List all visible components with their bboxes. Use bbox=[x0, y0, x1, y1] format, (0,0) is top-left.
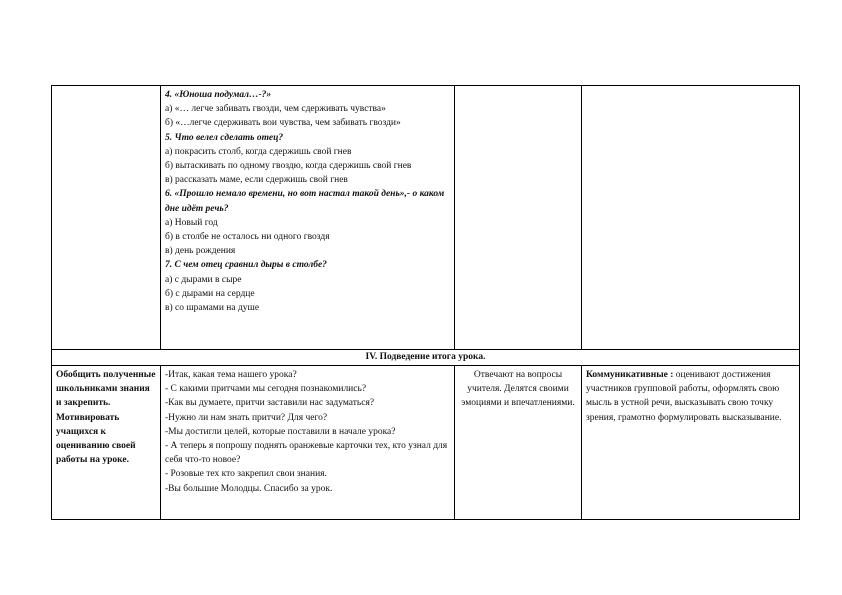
summary-row bbox=[52, 366, 800, 520]
empty-cell-goals bbox=[52, 86, 161, 350]
quiz-answer: б) «…легче сдерживать вои чувства, чем забивать гвозди» bbox=[165, 118, 401, 129]
teacher-line: -Как вы думаете, притчи заставили нас задуматься? bbox=[165, 398, 375, 409]
empty-cell-students bbox=[455, 86, 582, 350]
quiz-answer: в) со шрамами на душе bbox=[165, 303, 260, 314]
quiz-answer: б) в столбе не осталось ни одного гвоздя bbox=[165, 232, 330, 243]
teacher-cell bbox=[161, 366, 455, 520]
uud-cell bbox=[582, 366, 800, 520]
quiz-answer: а) Новый год bbox=[165, 217, 218, 228]
quiz-question-5: 5. Что велел сделать отец? bbox=[165, 132, 284, 143]
teacher-line: -Итак, какая тема нашего урока? bbox=[165, 370, 297, 380]
teacher-line: - А теперь я попрошу поднять оранжевые карточки тех, кто узнал для себя что-то новое? bbox=[165, 441, 448, 466]
quiz-answer: в) рассказать маме, если сдержишь свой гнев bbox=[165, 175, 348, 186]
quiz-question-4: 4. «Юноша подумал…-?» bbox=[165, 90, 272, 100]
quiz-row bbox=[52, 86, 800, 350]
teacher-line: -Мы достигли целей, которые поставили в начале урока? bbox=[165, 426, 396, 437]
quiz-answer: а) с дырами в сыре bbox=[165, 274, 242, 285]
teacher-line: - С какими притчами мы сегодня познакомились? bbox=[165, 384, 367, 395]
stage-title: IV. Подведение итога урока. bbox=[52, 350, 800, 366]
empty-cell-uud bbox=[582, 86, 800, 350]
quiz-question-7: 7. С чем отец сравнил дыры в столбе? bbox=[165, 260, 327, 271]
quiz-cell bbox=[161, 86, 455, 350]
goals-cell: Обобщить полученные школьниками знания и закрепить. Мотивировать учащихся к оцениванию своей работы на уроке. bbox=[52, 366, 161, 520]
quiz-answer: б) вытаскивать по одному гвоздю, когда сдержишь свой гнев bbox=[165, 161, 412, 172]
teacher-line: -Нужно ли нам знать притчи? Для чего? bbox=[165, 412, 328, 423]
uud-text: оценивают достижения участников групповой работы, оформлять свою мысль в устной речи, высказывать свою точку зрения, грамотно формулировать высказывание. bbox=[586, 370, 782, 423]
quiz-question-6: 6. «Прошло немало времени, но вот настал такой день»,- о каком дне идёт речь? bbox=[165, 189, 445, 214]
student-cell: Отвечают на вопросы учителя. Делятся своими эмоциями и впечатлениями. bbox=[455, 366, 582, 520]
quiz-answer: а) «… легче забивать гвозди, чем сдерживать чувства» bbox=[165, 104, 386, 115]
teacher-line: - Розовые тех кто закрепил свои знания. bbox=[165, 469, 327, 480]
teacher-line: -Вы большие Молодцы. Спасибо за урок. bbox=[165, 483, 333, 494]
quiz-answer: в) день рождения bbox=[165, 246, 236, 257]
quiz-answer: а) покрасить столб, когда сдержишь свой гнев bbox=[165, 146, 352, 157]
stage-row bbox=[52, 350, 800, 366]
lesson-table bbox=[51, 85, 800, 520]
uud-label: Коммуникативные : bbox=[586, 370, 674, 380]
quiz-answer: б) с дырами на сердце bbox=[165, 288, 255, 299]
